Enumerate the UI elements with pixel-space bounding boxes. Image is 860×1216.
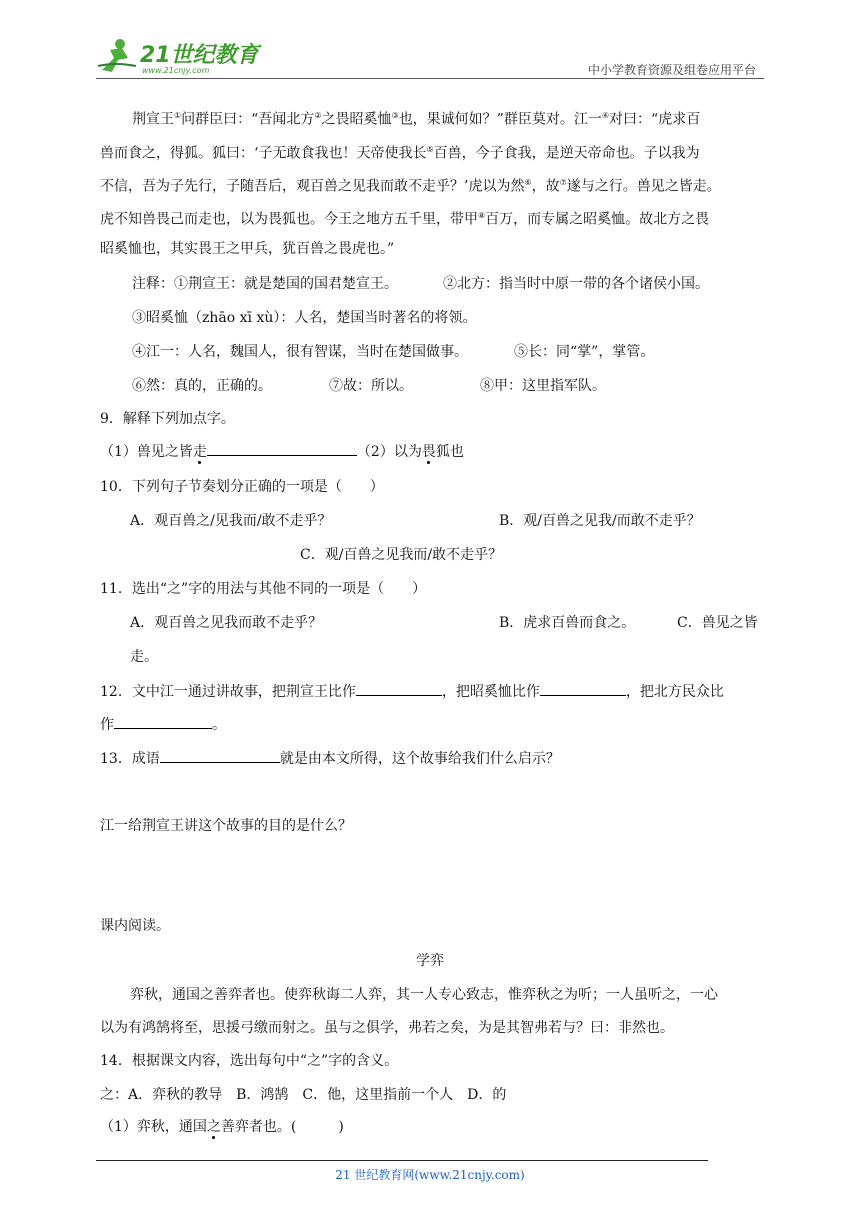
section-intro: 课内阅读。	[100, 918, 170, 934]
option-11-c-cont: 走。	[130, 649, 158, 665]
question-14: 14．根据课文内容，选出每句中“之”字的含义。	[100, 1053, 399, 1069]
answer-blank-9-1[interactable]	[207, 441, 357, 456]
logo-url: www.21cnjy.com	[142, 66, 210, 75]
header-divider	[96, 78, 764, 79]
passage-line-4: 虎不知兽畏己而走也，以为畏狐也。今王之地方五千里，带甲⑧百万，而专属之昭奚恤。故北方之畏	[100, 211, 710, 228]
passage-line-5: 昭奚恤也，其实畏王之甲兵，犹百兽之畏虎也。”	[100, 241, 395, 257]
option-10-a[interactable]: A．观百兽之/见我而/敢不走乎？	[130, 513, 332, 529]
answer-blank-12-1[interactable]	[356, 681, 442, 696]
note-4: ④江一：人名，魏国人，很有智谋，当时在楚国做事。	[132, 344, 468, 360]
question-11: 11．选出“之”字的用法与其他不同的一项是（ ）	[100, 581, 427, 597]
option-11-c[interactable]: C．兽见之皆	[677, 615, 758, 631]
question-9-items: （1）兽见之皆走 （2）以为畏狐也	[100, 441, 464, 462]
passage-line-3: 不信，吾为子先行，子随吾后，观百兽之见我而敢不走乎？’虎以为然⑥，故⑦遂与之行。兽见之皆走。	[100, 178, 721, 195]
option-10-c[interactable]: C．观/百兽之见我而/敢不走乎？	[300, 547, 503, 563]
question-13-followup: 江一给荆宣王讲这个故事的目的是什么？	[100, 818, 352, 834]
answer-blank-12-3[interactable]	[114, 714, 212, 729]
note-1: 注释：①荆宣王：就是楚国的国君楚宣王。	[132, 276, 398, 292]
note-6: ⑥然：真的，正确的。	[132, 378, 272, 394]
answer-blank-12-2[interactable]	[540, 681, 626, 696]
footer-text[interactable]: 21 世纪教育网(www.21cnjy.com)	[335, 1168, 525, 1182]
question-9: 9．解释下列加点字。	[100, 411, 235, 427]
xueyi-line-2: 以为有鸿鹄将至，思援弓缴而射之。虽与之俱学，弗若之矣，为是其智弗若与？曰：非然也。	[100, 1020, 674, 1036]
logo-text: 21世纪教育	[140, 43, 259, 68]
note-2: ②北方：指当时中原一带的各个诸侯小国。	[443, 276, 709, 292]
site-logo	[96, 36, 296, 76]
question-12-cont: 作 。	[100, 714, 226, 735]
question-13: 13．成语 就是由本文所得，这个故事给我们什么启示？	[100, 748, 560, 769]
runner-icon	[98, 39, 136, 72]
note-8: ⑧甲：这里指军队。	[480, 378, 606, 394]
passage-line-2: 兽而食之，得狐。狐曰：‘子无敢食我也！天帝使我长⑤百兽，今子食我，是逆天帝命也。子以我为	[100, 145, 700, 162]
question-14-options: 之：A．弈秋的教导 B．鸿鹄 C．他，这里指前一个人 D．的	[100, 1087, 507, 1103]
note-7: ⑦故：所以。	[329, 378, 413, 394]
option-10-b[interactable]: B．观/百兽之见我/而敢不走乎？	[499, 513, 701, 529]
answer-blank-13[interactable]	[160, 748, 280, 763]
note-5: ⑤长：同“掌”，掌管。	[514, 344, 655, 360]
section-title: 学弈	[416, 953, 444, 969]
option-11-b[interactable]: B．虎求百兽而食之。	[499, 615, 636, 631]
platform-name: 中小学教育资源及组卷应用平台	[587, 63, 756, 77]
footer-divider	[96, 1160, 708, 1161]
xueyi-line-1: 弈秋，通国之善弈者也。使弈秋诲二人弈，其一人专心致志，惟弈秋之为听；一人虽听之，一心	[130, 987, 718, 1003]
question-12: 12．文中江一通过讲故事，把荆宣王比作 ，把昭奚恤比作 ，把北方民众比	[100, 681, 724, 702]
question-10: 10．下列句子节奏划分正确的一项是（ ）	[100, 479, 384, 495]
option-11-a[interactable]: A．观百兽之见我而敢不走乎？	[130, 615, 323, 631]
note-3: ③昭奚恤（zhāo xī xù）：人名，楚国当时著名的将领。	[132, 310, 477, 326]
question-14-item-1: （1）弈秋，通国之善弈者也。( )	[100, 1119, 344, 1135]
passage-line-1: 荆宣王①问群臣曰：“吾闻北方②之畏昭奚恤③也，果诚何如？”群臣莫对。江一④对曰：“虎求百	[132, 111, 701, 128]
